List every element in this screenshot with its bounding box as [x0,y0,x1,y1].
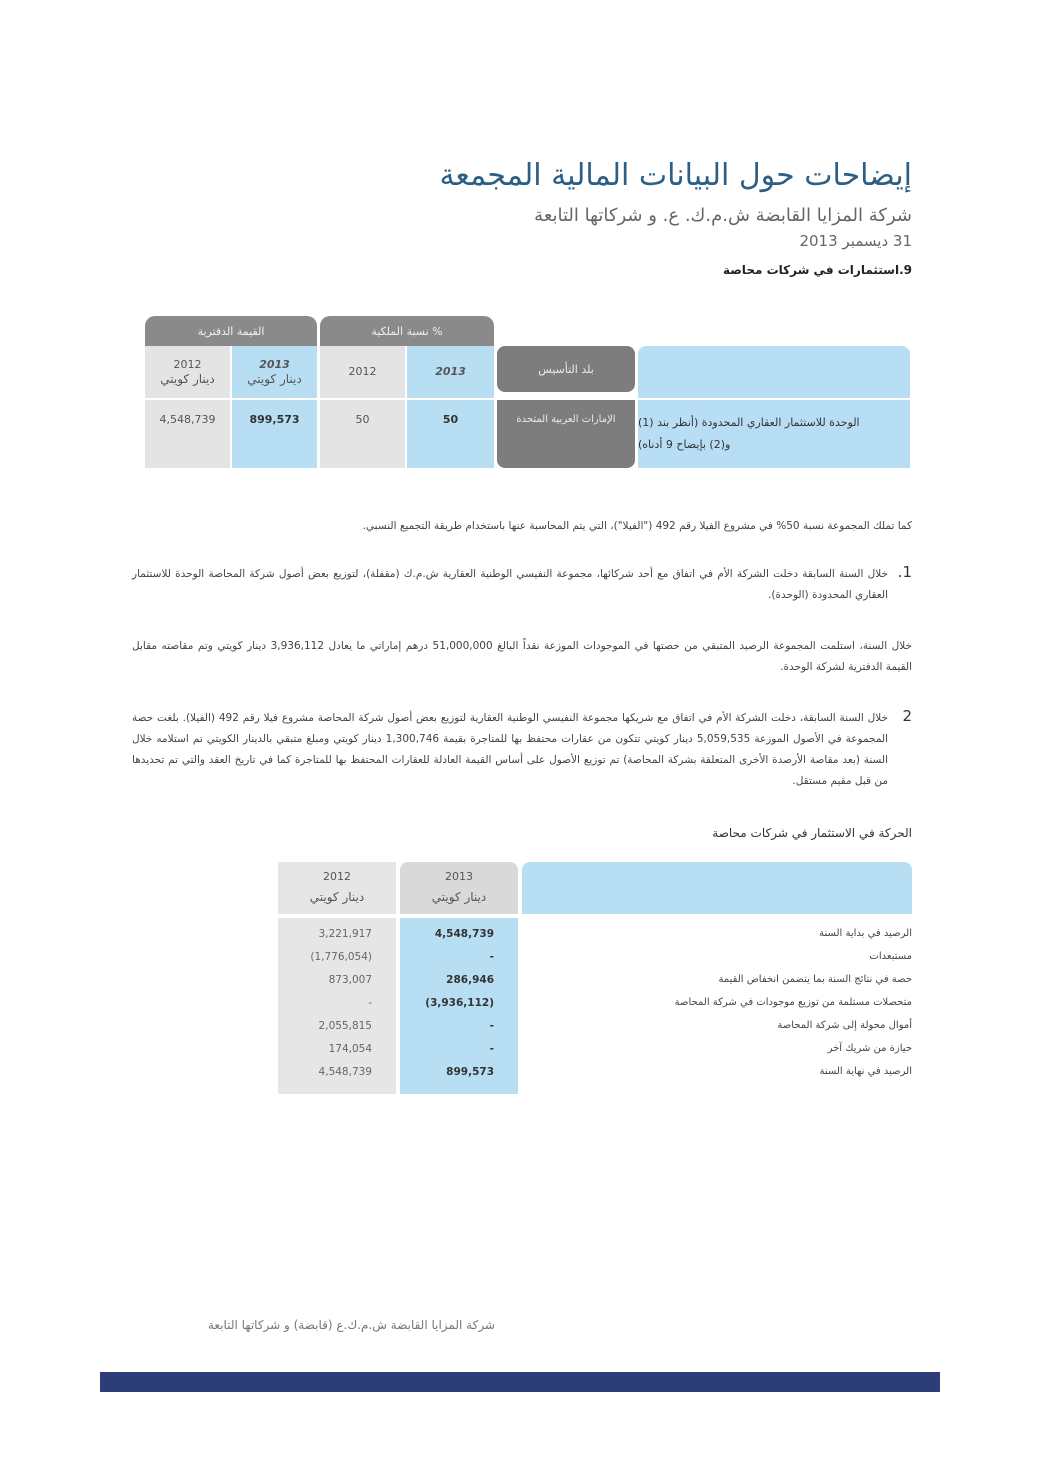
movement-value-2012: 3,221,917 [318,928,372,940]
report-date: 31 ديسمبر 2013 [799,232,912,250]
own-2013-cell [407,400,494,468]
currency-label: دينار كويتي [160,372,215,386]
movement-value-2013: (3,936,112) [425,997,494,1009]
value: 899,573 [249,412,300,426]
country-cell [497,400,635,468]
movement-value-2012: (1,776,054) [310,951,372,963]
name-line: الوحدة للاستثمار العقاري المحدودة (أنظر بند (1) [638,416,860,429]
section-title: 9.استثمارات في شركات محاصة [722,263,912,277]
movement-value-2012: 4,548,739 [318,1066,372,1078]
movement-value-2012: 174,054 [328,1043,372,1055]
movement-row-label: الرصيد في بداية السنة [819,928,912,939]
movement-value-2013: - [489,1020,494,1032]
own-2013-header [407,346,494,398]
ownership-header: نسبة الملكية % [320,316,494,346]
movement-row-label: حصة في نتائج السنة بما يتضمن انخفاض القيمة [718,974,912,985]
movement-row-label: الرصيد في نهاية السنة [819,1066,912,1077]
note-item-2 [132,708,912,792]
movement-value-2013: 286,946 [446,974,494,986]
book-value-header: القيمة الدفترية [145,316,317,346]
currency-label: دينار كويتي [431,890,487,904]
year-2013-label: 2013 [445,870,473,883]
name-cell [638,400,910,468]
movement-value-2013: 899,573 [446,1066,494,1078]
currency-label: دينار كويتي [309,890,365,904]
movement-title: الحركة في الاستثمار في شركات محاصة [712,826,912,840]
year-label: 2013 [435,365,466,378]
movement-value-2013: - [489,1043,494,1055]
bv-2012-header [145,346,230,398]
value: 50 [442,412,459,426]
own-2012-header [320,346,405,398]
movement-value-2013: 4,548,739 [434,928,494,940]
country-header: بلد التأسيس [497,346,635,392]
item-number: 2 [902,707,912,725]
item-text: خلال السنة السابقة، دخلت الشركة الأم في اتفاق مع شريكها مجموعة النفيسي الوطنية العقارية لتوزيع بعض أصول شركة المحاصة مشروع فيلا رقم 492 (الفيلا). بلغت حصة المجموعة في الأصول الموزعة 5,059,535 دينار كويتي تتكون من عقارات محتفظ بها للمتاجرة بقيمة 1,300,746 دينار كويتي ومبلغ متبقي بالدينار الكويتي تم استلامه خلال السنة (بعد مقاصة الأرصدة الأخرى المتعلقة بشركة المحاصة) تم توزيع الأصول على أساس القيمة العادلة للعقارات المحتفظ بها للمتاجرة كما في تاريخ العقد والتي تم تحديدها من قبل مقيم مستقل. [132,712,889,787]
country-value: الإمارات العربية المتحدة [516,413,616,425]
footer-company: شركة المزايا القابضة ش.م.ك.ع (قابضة) و شركاتها التابعة [207,1318,495,1332]
name-line: و(2) بإيضاح 9 أدناه) [638,438,731,451]
year-label: 2012 [348,365,377,378]
item-text: خلال السنة السابقة دخلت الشركة الأم في اتفاق مع أحد شركائها، مجموعة النفيسي الوطنية العقارية ش.م.ك (مقفلة)، لتوزيع بعض أصول شركة المحاصة الوحدة للاستثمار العقاري المحدودة (الوحدة). [132,568,888,601]
page-title: إيضاحات حول البيانات المالية المجمعة [439,158,912,193]
year-2012-label: 2012 [323,870,351,883]
year-label: 2013 [259,358,290,371]
year-label: 2012 [173,358,202,371]
item-number: 1. [897,563,912,581]
value: 50 [355,412,370,426]
bottom-bar [100,1372,940,1392]
company-subtitle: شركة المزايا القابضة ش.م.ك. ع. و شركاتها التابعة [534,205,912,226]
intro-paragraph: كما تملك المجموعة نسبة 50% في مشروع الفيلا رقم 492 ("الفيلا")، التي يتم المحاسبة عنها باستخدام طريقة التجميع النسبي. [362,520,912,532]
movement-value-2012: 873,007 [328,974,372,986]
note-item-1 [132,564,912,606]
movement-value-2012: - [368,997,372,1009]
bv-2013-cell [232,400,317,468]
movement-row-label: متحصلات مستلمة من توزيع موجودات في شركة المحاصة [674,997,912,1008]
currency-label: دينار كويتي [247,372,302,386]
movement-value-2012: 2,055,815 [318,1020,372,1032]
movement-row-label: حيازة من شريك آخر [827,1043,912,1054]
movement-row-label: مستبعدات [869,951,912,962]
mid-paragraph: خلال السنة، استلمت المجموعة الرصيد المتبقي من حصتها في الموجودات الموزعة نقداً البالغ 51,000,000 درهم إماراتي ما يعادل 3,936,112 دينار كويتي وتم مقاصته مقابل القيمة الدفترية لشركة الوحدة. [132,640,912,673]
movement-row-label: أموال محولة إلى شركة المحاصة [777,1020,912,1031]
own-2012-cell [320,400,405,468]
bv-2013-header [232,346,317,398]
value: 4,548,739 [159,412,216,426]
bv-2012-cell [145,400,230,468]
name-header [638,346,910,398]
label-header [522,862,912,914]
movement-value-2013: - [489,951,494,963]
